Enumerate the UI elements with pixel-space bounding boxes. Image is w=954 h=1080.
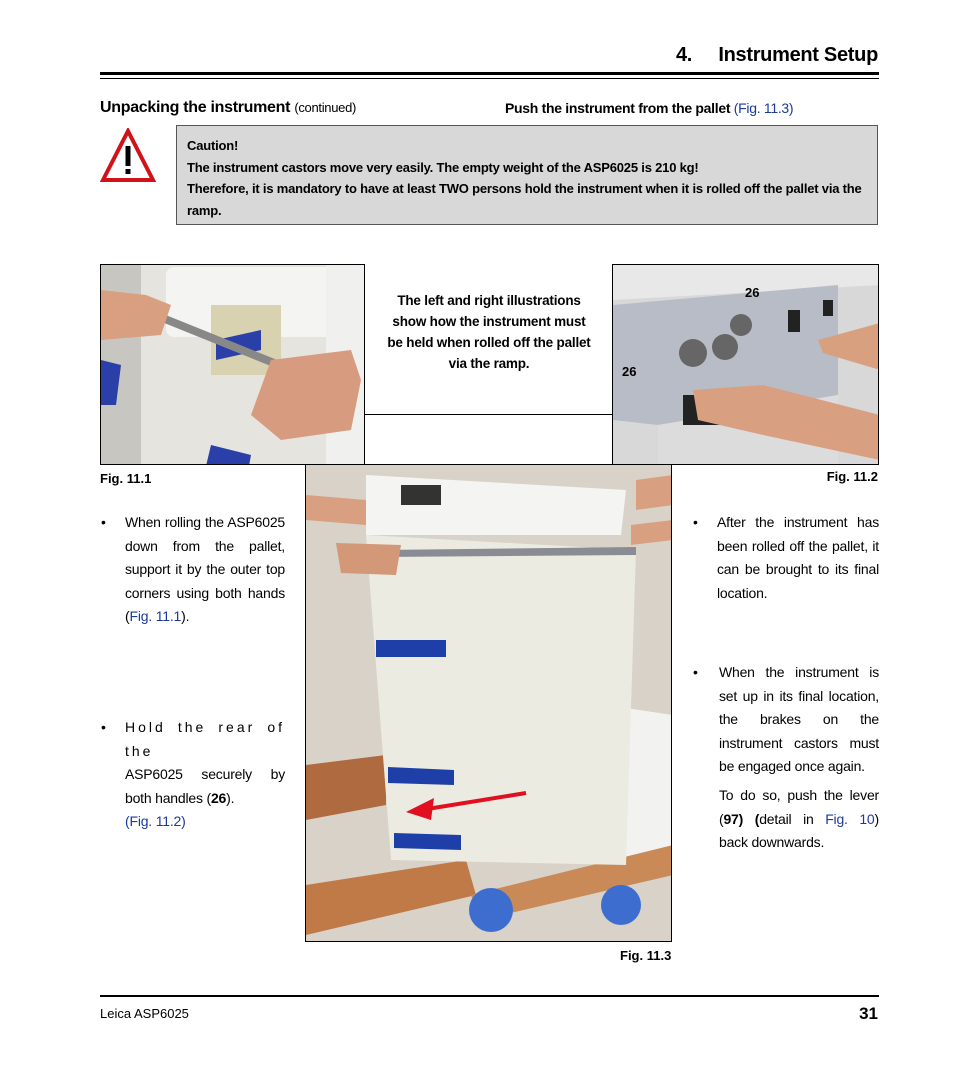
caution-title: Caution! (187, 138, 239, 153)
page-number: 31 (859, 1004, 878, 1023)
warning-triangle-icon (100, 128, 156, 184)
bullet-1-end: ). (181, 608, 190, 624)
push-heading (505, 100, 793, 116)
photo-fig-11-3 (305, 464, 672, 942)
caution-line-2: Therefore, it is mandatory to have at least TWO persons hold the instrument when it is rolled off the pallet via the ramp. (187, 181, 862, 218)
lever-text-c: ) back downwards. (719, 810, 879, 850)
bullet-2-end: ). (226, 789, 235, 806)
bullet-2-line-2 (125, 763, 285, 810)
fig-11-3-caption: Fig. 11.3 (620, 948, 672, 963)
bullet-dot: • (101, 719, 109, 735)
callout-26-top: 26 (745, 285, 760, 300)
section-title-text: Unpacking the instrument (100, 99, 291, 116)
lever-text-a: To do so, push the lever ( (719, 787, 879, 827)
middle-caption-line-2: show how the instrument must (392, 314, 586, 329)
middle-caption-line-1: The left and right illustrations (397, 293, 581, 308)
bullet-2-text: ASP6025 securely by both handles ( (125, 766, 285, 806)
photo-fig-11-1 (100, 264, 365, 465)
bullet-dot: • (101, 514, 106, 530)
caution-box (176, 125, 878, 225)
bullet-final-location (693, 511, 879, 605)
section-title (100, 99, 356, 117)
push-heading-text: Push the instrument from the pallet (505, 100, 731, 116)
bullet-1-text: When rolling the ASP6025 down from the pallet, support it by the outer top corners using both hands ( (125, 514, 285, 624)
bullet-dot: • (693, 514, 698, 530)
header-title: 4. Instrument Setup (675, 44, 878, 66)
photo-fig-11-2 (612, 264, 879, 465)
lever-text-b: detail in (759, 810, 826, 827)
bullet-3-text: After the instrument has been rolled off the pallet, it can be brought to its final location. (717, 514, 879, 601)
bullet-2-line-1: Hold the rear of the (125, 719, 285, 759)
caption-divider (365, 414, 612, 415)
footer-product: Leica ASP6025 (100, 1006, 189, 1021)
caution-line-1: The instrument castors move very easily. The empty weight of the ASP6025 is 210 kg! (187, 159, 699, 175)
fig-11-1-caption: Fig. 11.1 (100, 471, 152, 486)
middle-caption (380, 290, 598, 374)
bullet-hold-rear (101, 716, 285, 834)
bullet-brakes (693, 661, 879, 779)
header-rule-thin (100, 78, 879, 79)
bullet-4-text: When the instrument is set up in its final location, the brakes on the instrument castors must be engaged once again. (719, 664, 879, 774)
fig-11-3-link[interactable]: (Fig. 11.3) (733, 100, 794, 116)
middle-caption-line-3: be held when rolled off the pallet (387, 335, 591, 350)
fig-11-1-link[interactable]: Fig. 11.1 (129, 608, 182, 624)
fig-11-2-caption: Fig. 11.2 (826, 469, 878, 484)
fig-10-link[interactable]: Fig. 10 (825, 810, 875, 827)
middle-caption-line-4: via the ramp. (448, 356, 530, 371)
bullet-dot: • (693, 664, 698, 680)
lever-instructions (719, 784, 879, 855)
header-rule (100, 72, 879, 75)
bullet-support-corners (101, 511, 285, 629)
callout-26-left: 26 (622, 364, 637, 379)
bullet-2-bold: 26 (210, 789, 227, 806)
lever-bold: 97) ( (723, 810, 760, 827)
fig-11-2-link[interactable]: (Fig. 11.2) (125, 813, 186, 829)
footer-rule (100, 995, 879, 997)
continued-label: (continued) (294, 100, 357, 115)
